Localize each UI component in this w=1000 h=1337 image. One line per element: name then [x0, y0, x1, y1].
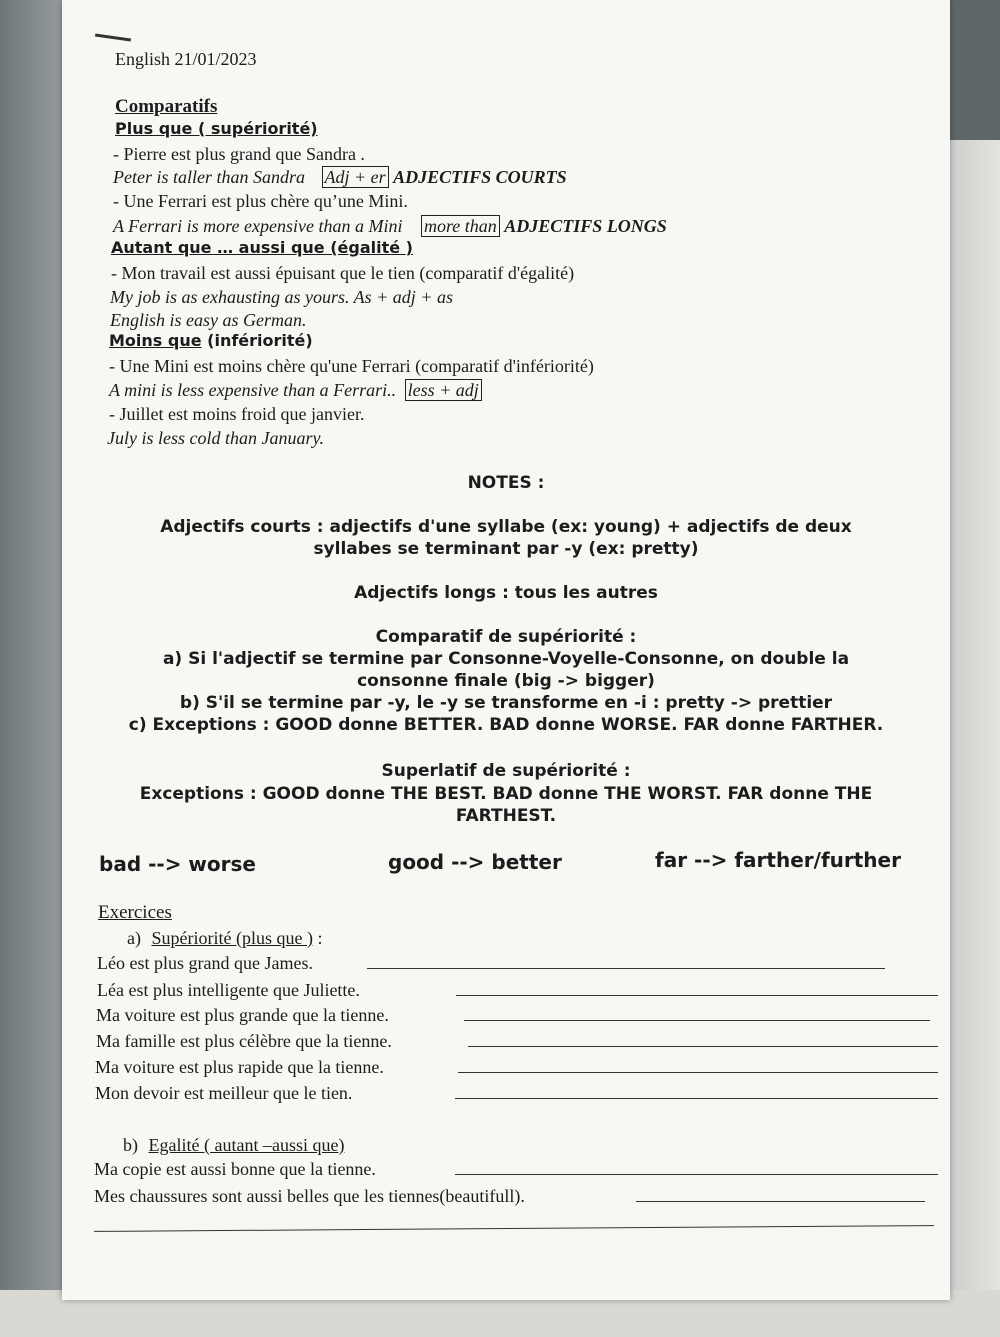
sup-fr-2: - Une Ferrari est plus chère qu’une Mini. — [113, 191, 408, 211]
exercices-title: Exercices — [98, 902, 172, 923]
heading-egalite: Autant que … aussi que (égalité ) — [111, 238, 413, 257]
notes-longs: Adjectifs longs : tous les autres — [354, 583, 658, 603]
answer-line[interactable] — [455, 1174, 938, 1175]
inf-en-line-1 — [109, 379, 482, 401]
heading-inferiorite-rest: (infériorité) — [201, 331, 313, 350]
sup-box-1: Adj + er — [322, 166, 389, 188]
notes-superl-2: FARTHEST. — [455, 806, 557, 826]
eg-fr-1: - Mon travail est aussi épuisant que le tien (comparatif d'égalité) — [111, 263, 575, 283]
sup-box-2: more than — [421, 215, 500, 237]
exercise-a-item: Léa est plus intelligente que Juliette. — [97, 980, 360, 1000]
exercice-b-prefix: b) — [123, 1135, 138, 1155]
heading-superiorite: Plus que ( supériorité) — [115, 119, 318, 138]
inf-box-1: less + adj — [405, 379, 482, 401]
notes-superl-title: Superlatif de supériorité : — [381, 761, 631, 781]
exercice-a-heading — [127, 927, 322, 949]
exercice-a-colon: : — [312, 928, 323, 948]
inf-fr-2: - Juillet est moins froid que janvier. — [109, 404, 365, 424]
answer-line[interactable] — [636, 1201, 925, 1202]
exercise-a-item: Mon devoir est meilleur que le tien. — [95, 1083, 353, 1103]
notes-title: NOTES : — [467, 473, 545, 493]
exercice-a-prefix: a) — [127, 928, 141, 948]
heading-inferiorite-underlined: Moins que — [109, 331, 202, 350]
irregular-good: good --> better — [388, 850, 562, 874]
irregular-far: far --> farther/further — [655, 848, 901, 872]
notes-comp-c: c) Exceptions : GOOD donne BETTER. BAD donne WORSE. FAR donne FARTHER. — [128, 715, 884, 735]
exercise-b-item: Ma copie est aussi bonne que la tienne. — [94, 1159, 376, 1179]
notes-courts-1: Adjectifs courts : adjectifs d'une syllabe (ex: young) + adjectifs de deux — [160, 517, 852, 537]
notes-comp-b: b) S'il se termine par -y, le -y se transforme en -i : pretty -> prettier — [179, 693, 833, 713]
exercise-a-item: Ma voiture est plus grande que la tienne. — [96, 1005, 389, 1025]
sup-en-1: Peter is taller than Sandra — [113, 167, 305, 187]
sup-en-line-1 — [113, 166, 567, 188]
sup-label-1: ADJECTIFS COURTS — [393, 167, 567, 187]
heading-inferiorite — [109, 330, 313, 352]
answer-line[interactable] — [456, 995, 938, 996]
exercice-a-title: Supériorité (plus que ) — [151, 928, 313, 948]
background-left — [0, 0, 70, 1337]
notes-comp-title: Comparatif de supériorité : — [375, 627, 637, 647]
exercise-b-item: Mes chaussures sont aussi belles que les tiennes(beautifull). — [94, 1186, 525, 1206]
answer-line[interactable] — [455, 1098, 938, 1099]
sup-label-2: ADJECTIFS LONGS — [504, 216, 667, 236]
sup-en-line-2 — [113, 215, 667, 237]
inf-fr-1: - Une Mini est moins chère qu'une Ferrari (comparatif d'infériorité) — [109, 356, 594, 376]
inf-en-1: A mini is less expensive than a Ferrari.. — [109, 380, 397, 400]
answer-line[interactable] — [464, 1020, 930, 1021]
eg-en-2: English is easy as German. — [110, 310, 307, 330]
inf-en-2: July is less cold than January. — [107, 428, 324, 448]
notes-courts-2: syllabes se terminant par -y (ex: pretty) — [313, 539, 699, 559]
notes-comp-a1: a) Si l'adjectif se termine par Consonne-Voyelle-Consonne, on double la — [162, 649, 850, 669]
exercise-a-item: Ma voiture est plus rapide que la tienne. — [95, 1057, 384, 1077]
sup-en-2: A Ferrari is more expensive than a Mini — [113, 216, 403, 236]
answer-line[interactable] — [458, 1072, 938, 1073]
eg-en-1: My job is as exhausting as yours. As + adj + as — [110, 287, 453, 307]
exercice-b-title: Egalité ( autant –aussi que) — [148, 1135, 345, 1155]
notes-comp-a2: consonne finale (big -> bigger) — [357, 671, 655, 691]
irregular-bad: bad --> worse — [99, 852, 256, 876]
section-title-comparatifs: Comparatifs — [115, 96, 218, 117]
exercise-a-item: Ma famille est plus célèbre que la tienne. — [96, 1031, 392, 1051]
exercise-a-item: Léo est plus grand que James. — [97, 953, 313, 973]
notes-superl-1: Exceptions : GOOD donne THE BEST. BAD donne THE WORST. FAR donne THE — [139, 784, 873, 804]
answer-line[interactable] — [468, 1046, 938, 1047]
date-line: English 21/01/2023 — [115, 49, 257, 69]
answer-line[interactable] — [367, 968, 885, 969]
exercice-b-heading — [123, 1134, 344, 1156]
sup-fr-1: - Pierre est plus grand que Sandra . — [113, 144, 365, 164]
